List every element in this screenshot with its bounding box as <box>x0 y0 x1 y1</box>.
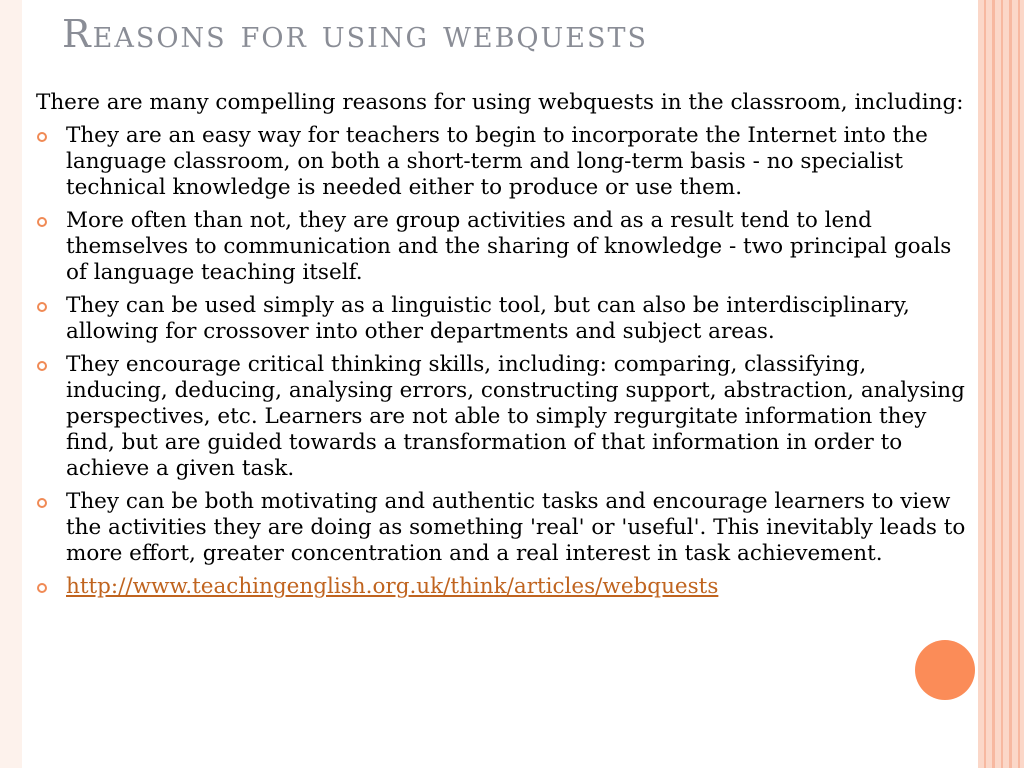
frame-stripe <box>1001 0 1003 768</box>
intro-paragraph: There are many compelling reasons for using webquests in the classroom, including: <box>36 90 964 115</box>
frame-stripe <box>992 0 995 768</box>
bullet-circle-icon <box>37 302 47 312</box>
bullet-text: They are an easy way for teachers to begin to incorporate the Internet into the language classroom, on both a short-term and long-term basis - no specialist technical knowledge is needed either to produce or use them. <box>66 123 928 200</box>
slide-title: Reasons for using webquests <box>62 12 649 56</box>
left-frame <box>0 0 22 768</box>
list-item <box>36 123 966 201</box>
frame-stripe <box>984 0 986 768</box>
bullet-circle-icon <box>37 583 47 593</box>
right-frame-stripes <box>978 0 1024 768</box>
frame-stripe <box>1009 0 1012 768</box>
bullet-text: They can be both motivating and authentic tasks and encourage learners to view the activities they are doing as something 'real' or 'useful'. This inevitably leads to more effort, greater concentration and a real interest in task achievement. <box>66 489 966 566</box>
list-item <box>36 489 966 567</box>
reference-link[interactable]: http://www.teachingenglish.org.uk/think/articles/webquests <box>66 574 719 599</box>
bullet-circle-icon <box>37 132 47 142</box>
list-item <box>36 293 966 345</box>
list-item-link <box>36 574 966 600</box>
bullet-circle-icon <box>37 361 47 371</box>
list-item <box>36 208 966 286</box>
slide-body <box>36 90 966 607</box>
decorative-circle-icon <box>915 640 975 700</box>
bullet-list <box>36 123 966 600</box>
bullet-text: They encourage critical thinking skills, including: comparing, classifying, inducing, deducing, analysing errors, constructing support, abstraction, analysing perspectives, etc. Learners are not able to simply regurgitate information they find, but are guided towards a transformation of that information in order to achieve a given task. <box>66 352 965 481</box>
bullet-text: More often than not, they are group activities and as a result tend to lend themselves to communication and the sharing of knowledge - two principal goals of language teaching itself. <box>66 208 952 285</box>
frame-stripe <box>1018 0 1020 768</box>
bullet-circle-icon <box>37 217 47 227</box>
bullet-text: They can be used simply as a linguistic tool, but can also be interdisciplinary, allowing for crossover into other departments and subject areas. <box>66 293 910 344</box>
bullet-circle-icon <box>37 498 47 508</box>
list-item <box>36 352 966 482</box>
